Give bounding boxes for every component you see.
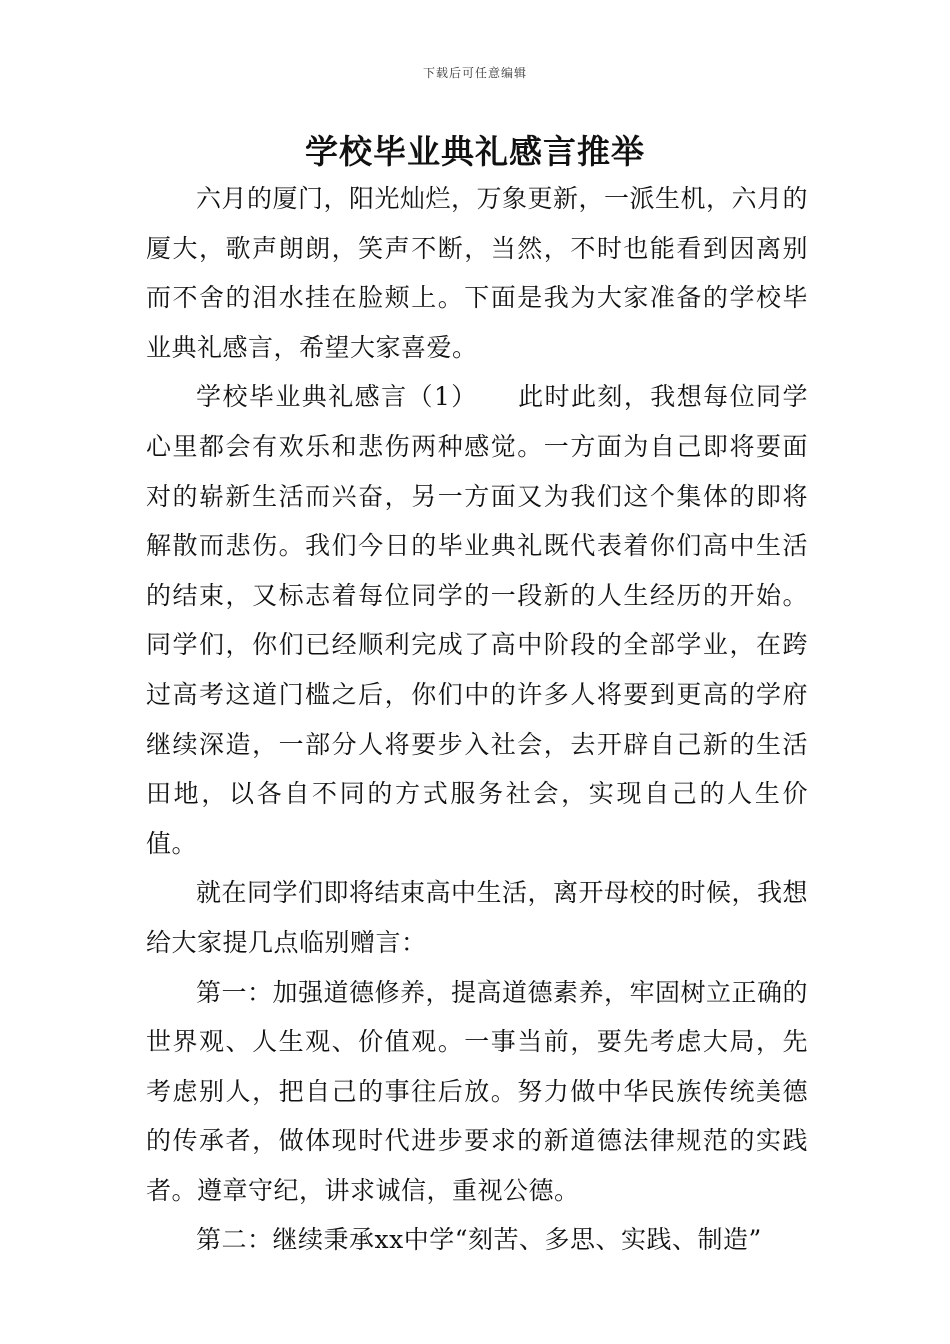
paragraph: 六月的厦门，阳光灿烂，万象更新，一派生机，六月的厦大，歌声朗朗，笑声不断，当然，不时也能看到因离别而不舍的泪水挂在脸颊上。下面是我为大家准备的学校毕业典礼感言，希望大家喜爱。 <box>146 184 809 362</box>
page-title: 学校毕业典礼感言推举 <box>305 132 645 171</box>
paragraph: 第二：继续秉承xx中学“刻苦、多思、实践、制造” <box>196 1225 762 1255</box>
document-body <box>146 174 808 1265</box>
header-note: 下载后可任意编辑 <box>422 66 527 80</box>
paragraph: 就在同学们即将结束高中生活，离开母校的时候，我想给大家提几点临别赠言： <box>146 878 809 957</box>
paragraph: 学校毕业典礼感言（1） 此时此刻，我想每位同学心里都会有欢乐和悲伤两种感觉。一方面为自己即将要面对的崭新生活而兴奋，另一方面又为我们这个集体的即将解散而悲伤。我们今日的毕业典礼既代表着你们高中生活的结束，又标志着每位同学的一段新的人生经历的开始。同学们，你们已经顺利完成了高中阶段的全部学业，在跨过高考这道门槛之后，你们中的许多人将要到更高的学府继续深造，一部分人将要步入社会，去开辟自己新的生活田地，以各自不同的方式服务社会，实现自己的人生价值。 <box>146 382 808 858</box>
paragraph: 第一：加强道德修养，提高道德素养，牢固树立正确的世界观、人生观、价值观。一事当前，要先考虑大局，先考虑别人，把自己的事往后放。努力做中华民族传统美德的传承者，做体现时代进步要求的新道德法律规范的实践者。遵章守纪，讲求诚信，重视公德。 <box>146 977 809 1205</box>
